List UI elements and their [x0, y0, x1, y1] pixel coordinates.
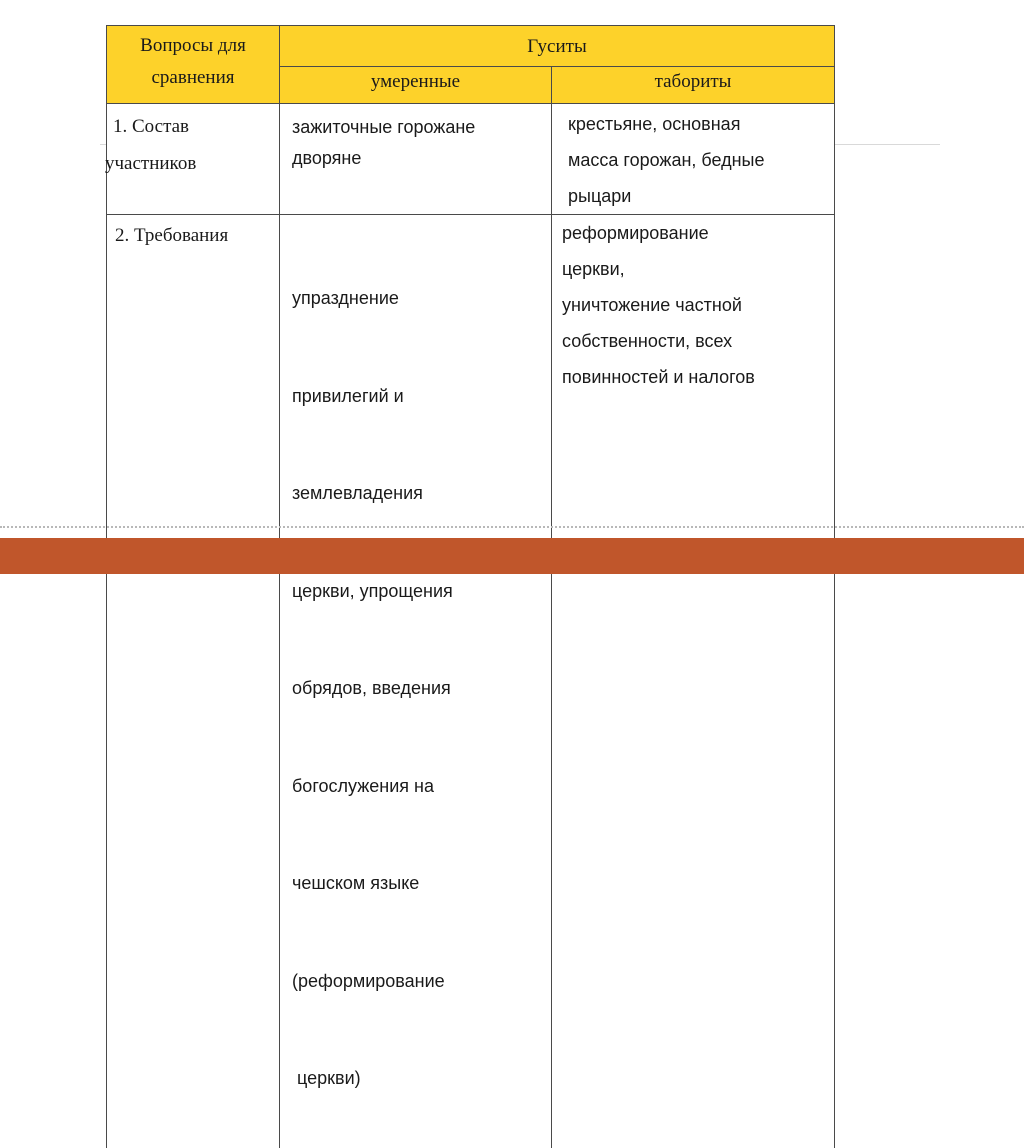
table-row [107, 215, 835, 1148]
moderate-line: церкви, упрощения [292, 575, 545, 608]
row-moderate [280, 104, 552, 215]
row-moderate [280, 215, 552, 1148]
question-line: 2. Требования [115, 217, 273, 254]
header-group: Гуситы [280, 26, 835, 67]
row-question [107, 215, 280, 1148]
moderate-line: церкви) [292, 1062, 545, 1095]
header-questions: Вопросы для сравнения [107, 26, 280, 104]
taborites-line: церкви, [562, 251, 828, 287]
header-moderate: умеренные [280, 67, 552, 104]
table-row [107, 104, 835, 215]
header-row [107, 26, 835, 67]
moderate-line: привилегий и [292, 380, 545, 413]
taborites-line: собственности, всех [562, 323, 828, 359]
row-question [107, 104, 280, 215]
moderate-line: обрядов, введения [292, 672, 545, 705]
footer-bar [0, 538, 1024, 574]
moderate-line: дворяне [292, 143, 545, 174]
taborites-line: уничтожение частной [562, 287, 828, 323]
moderate-line: чешском языке [292, 867, 545, 900]
taborites-line: реформирование [562, 215, 828, 251]
moderate-line: землевладения [292, 477, 545, 510]
moderate-line: богослужения на [292, 770, 545, 803]
row-taborites [552, 215, 835, 1148]
taborites-line: крестьяне, основная [568, 106, 828, 142]
taborites-line: масса горожан, бедные [568, 142, 828, 178]
moderate-line: зажиточные горожане [292, 112, 545, 143]
header-taborites: табориты [552, 67, 835, 104]
row-taborites [552, 104, 835, 215]
footer-dotted-rule [0, 526, 1024, 528]
comparison-table [106, 25, 835, 1148]
question-line: 1. Состав [113, 108, 273, 145]
moderate-line: упразднение [292, 282, 545, 315]
taborites-line: повинностей и налогов [562, 359, 828, 395]
taborites-line: рыцари [568, 178, 828, 214]
moderate-line: (реформирование [292, 965, 545, 998]
question-line: участников [105, 145, 273, 182]
